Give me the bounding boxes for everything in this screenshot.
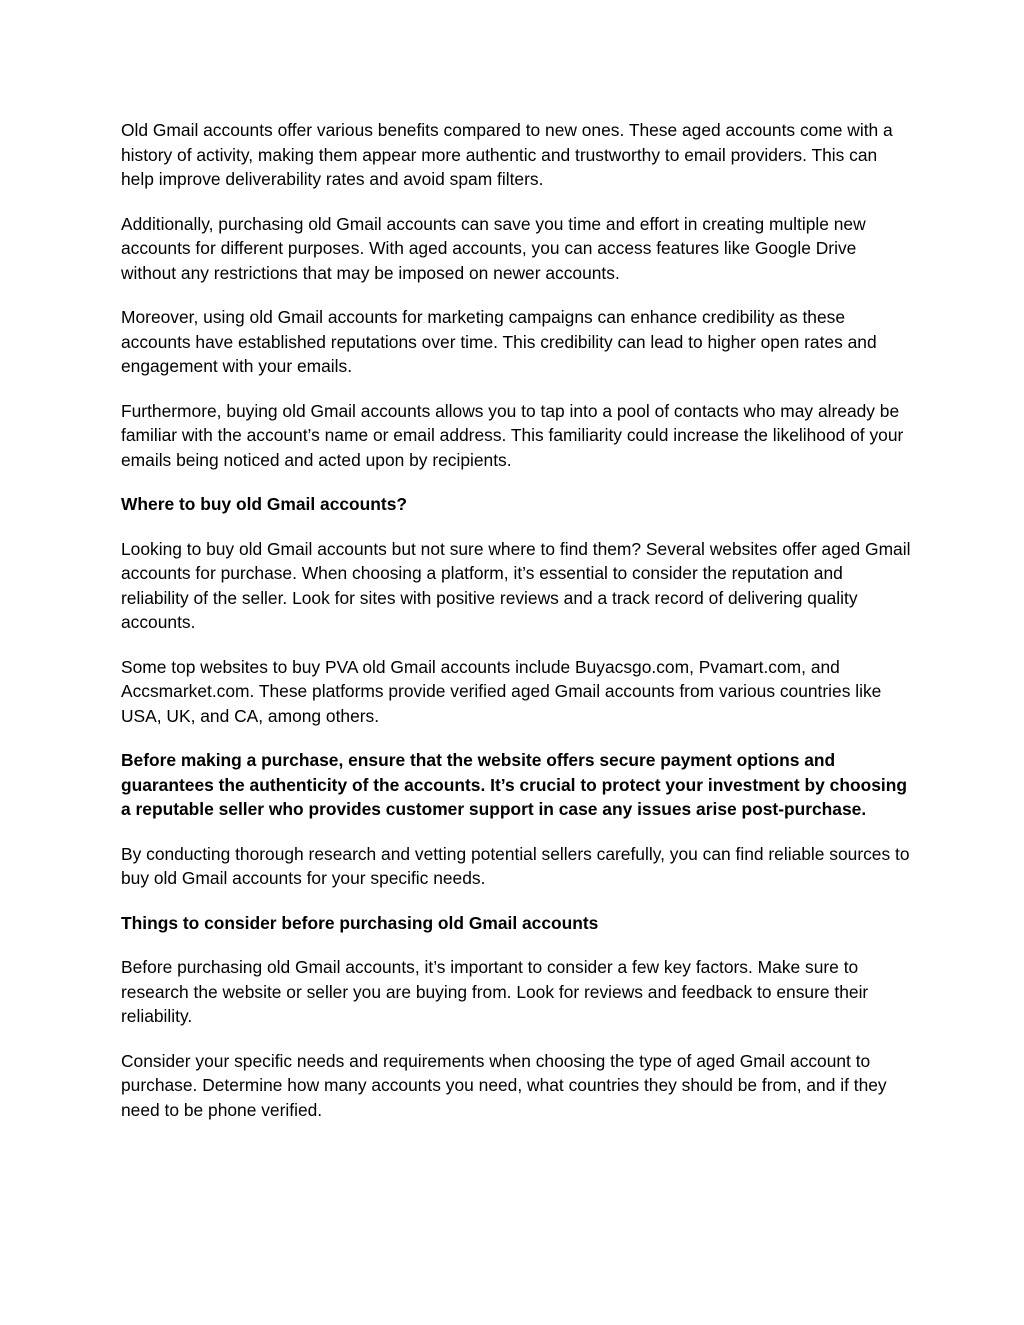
- paragraph-contacts: Furthermore, buying old Gmail accounts allows you to tap into a pool of contacts who may already be familiar with the account’s name or email address. This familiarity could increase the likelihood of your emails being noticed and acted upon by recipients.: [121, 400, 904, 470]
- paragraph-before-purchase-bold: Before making a purchase, ensure that the website offers secure payment options and guarantees the authenticity of the accounts. It’s crucial to protect your investment by choosing a reputable seller who provides customer support in case any issues arise post-purchase.: [121, 750, 907, 819]
- paragraph-looking-to-buy: Looking to buy old Gmail accounts but not sure where to find them? Several websites offer aged Gmail accounts for purchase. When choosing a platform, it’s essential to consider the reputation and reliability of the seller. Look for sites with positive reviews and a track record of delivering quality accounts.: [121, 538, 911, 632]
- paragraph-key-factors: Before purchasing old Gmail accounts, it’s important to consider a few key factors. Make sure to research the website or seller you are buying from. Look for reviews and feedback to ensure their reliability.: [121, 957, 869, 1026]
- paragraph-save-time: Additionally, purchasing old Gmail accounts can save you time and effort in creating multiple new accounts for different purposes. With aged accounts, you can access features like Google Drive without any restrictions that may be imposed on newer accounts.: [121, 213, 866, 283]
- paragraph-top-websites: Some top websites to buy PVA old Gmail accounts include Buyacsgo.com, Pvamart.com, and Accsmarket.com. These platforms provide verified aged Gmail accounts from various countries like USA, UK, and CA, among others.: [121, 656, 882, 726]
- paragraph-credibility: Moreover, using old Gmail accounts for marketing campaigns can enhance credibility as these accounts have established reputations over time. This credibility can lead to higher open rates and engagement with your emails.: [121, 307, 877, 376]
- heading-things-to-consider: Things to consider before purchasing old Gmail accounts: [121, 912, 599, 933]
- paragraph-benefits: Old Gmail accounts offer various benefits compared to new ones. These aged accounts come with a history of activity, making them appear more authentic and trustworthy to email providers. This can help improve deliverability rates and avoid spam filters.: [121, 120, 893, 189]
- paragraph-research: By conducting thorough research and vetting potential sellers carefully, you can find reliable sources to buy old Gmail accounts for your specific needs.: [121, 843, 910, 888]
- paragraph-specific-needs: Consider your specific needs and requirements when choosing the type of aged Gmail account to purchase. Determine how many accounts you need, what countries they should be from, and if they need to be phone verified.: [121, 1050, 887, 1120]
- document-body: [121, 118, 911, 1142]
- heading-where-to-buy: Where to buy old Gmail accounts?: [121, 494, 408, 514]
